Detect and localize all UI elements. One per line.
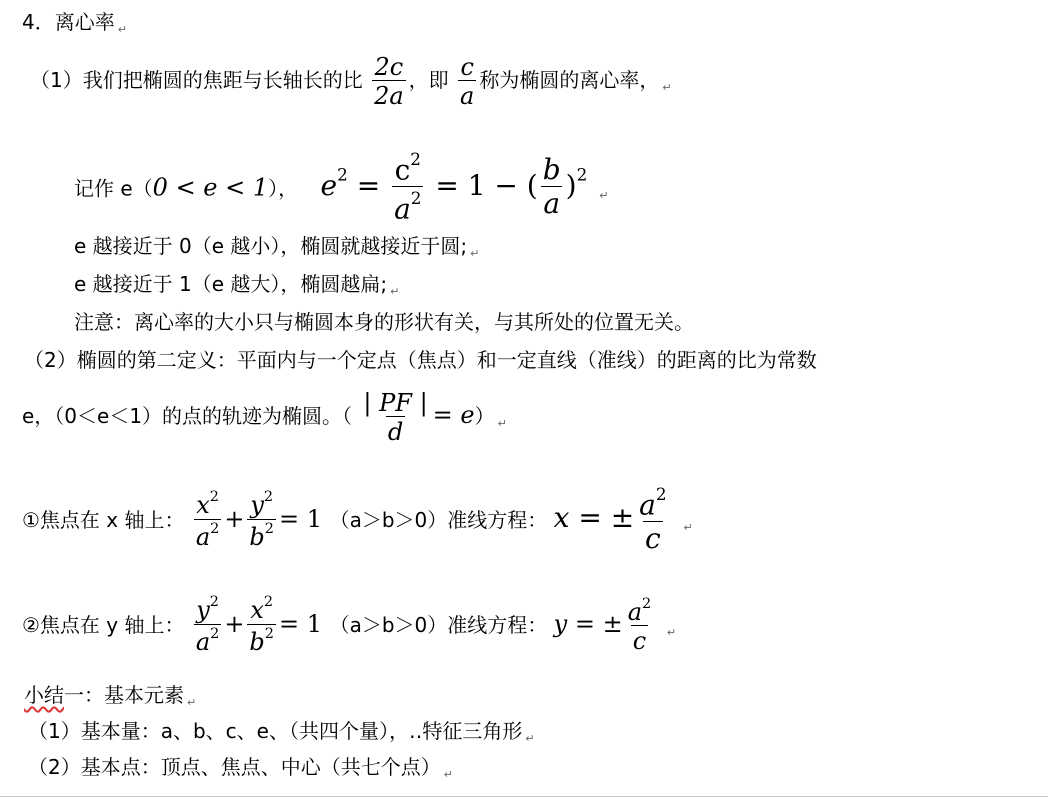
summary-item-basic-quantities: （1）基本量：a、b、c、e、（共四个量），‥特征三角形 $_↵$ bbox=[28, 719, 535, 745]
eccentricity-notation: 记作 e（0 < e < 1）， $e^2$ = $\frac{c^2}{a^2}$ = 1 − ( $\frac{b}{a}$ )$^2$ $_↵$ bbox=[74, 149, 609, 226]
ellipse-equation-x: $\frac{x^2}{a^2}$ + $\frac{y^2}{b^2}$ = 1 bbox=[195, 489, 322, 552]
paragraph-mark-icon: ↵ bbox=[117, 23, 127, 36]
note-e-small: e 越接近于 0（e 越小），椭圆就越接近于圆; $_↵$ bbox=[74, 234, 480, 260]
ellipse-equation-y: $\frac{y^2}{a^2}$ + $\frac{x^2}{b^2}$ = 1 bbox=[195, 594, 322, 657]
definition-2-line-1: （2）椭圆的第二定义：平面内与一个定点（焦点）和一定直线（准线）的距离的比为常数 bbox=[24, 348, 817, 372]
range-expression: 0 < e < 1 bbox=[152, 173, 269, 202]
note-e-large: e 越接近于 1（e 越大），椭圆越扁; $_↵$ bbox=[74, 272, 400, 298]
directrix-equation-y: y = ± $\frac{a^2}{c}$ bbox=[553, 595, 652, 656]
section-heading: 4．离心率 $_↵$ bbox=[22, 10, 127, 36]
ellipse-case-y-axis: ②焦点在 y 轴上： $\frac{y^2}{a^2}$ + $\frac{x^2}{b^2}$ = 1 （a＞b＞0）准线方程： y = ± $\frac{a^2}{c}$ $_↵$ bbox=[22, 594, 677, 657]
directrix-equation-x: x = ± $\frac{a^2}{c}$ bbox=[553, 483, 667, 555]
ellipse-case-x-axis: ①焦点在 x 轴上： $\frac{x^2}{a^2}$ + $\frac{y^2}{b^2}$ = 1 （a＞b＞0）准线方程： x = ± $\frac{a^2}{c}$ $_↵$ bbox=[22, 483, 693, 555]
summary-item-basic-points: （2）基本点：顶点、焦点、中心（共七个点） $_↵$ bbox=[28, 755, 453, 781]
page-bottom-divider bbox=[0, 796, 1048, 797]
spellcheck-flagged-text: 小结 bbox=[24, 683, 64, 707]
ratio-c-a: $\frac{c}{a}$ bbox=[460, 52, 475, 110]
eccentricity-formula: $e^2$ = $\frac{c^2}{a^2}$ = 1 − ( $\frac{b}{a}$ )$^2$ bbox=[320, 149, 588, 226]
summary-title: 小结一：基本元素 $_↵$ bbox=[24, 683, 197, 709]
ratio-2c-2a: $\frac{2c}{2a}$ bbox=[374, 52, 404, 110]
definition-2-line-2: e，（0＜e＜1）的点的轨迹为椭圆。（ $\frac{| PF |}{d}$ = e） $_↵$ bbox=[22, 388, 507, 446]
definition-1: （1）我们把椭圆的焦距与长轴长的比 $\frac{2c}{2a}$ ，即 $\frac{c}{a}$ 称为椭圆的离心率， $_↵$ bbox=[30, 52, 672, 110]
note-attention: 注意：离心率的大小只与椭圆本身的形状有关，与其所处的位置无关。 bbox=[74, 310, 694, 334]
pf-over-d-fraction: $\frac{| PF |}{d}$ bbox=[363, 388, 428, 446]
